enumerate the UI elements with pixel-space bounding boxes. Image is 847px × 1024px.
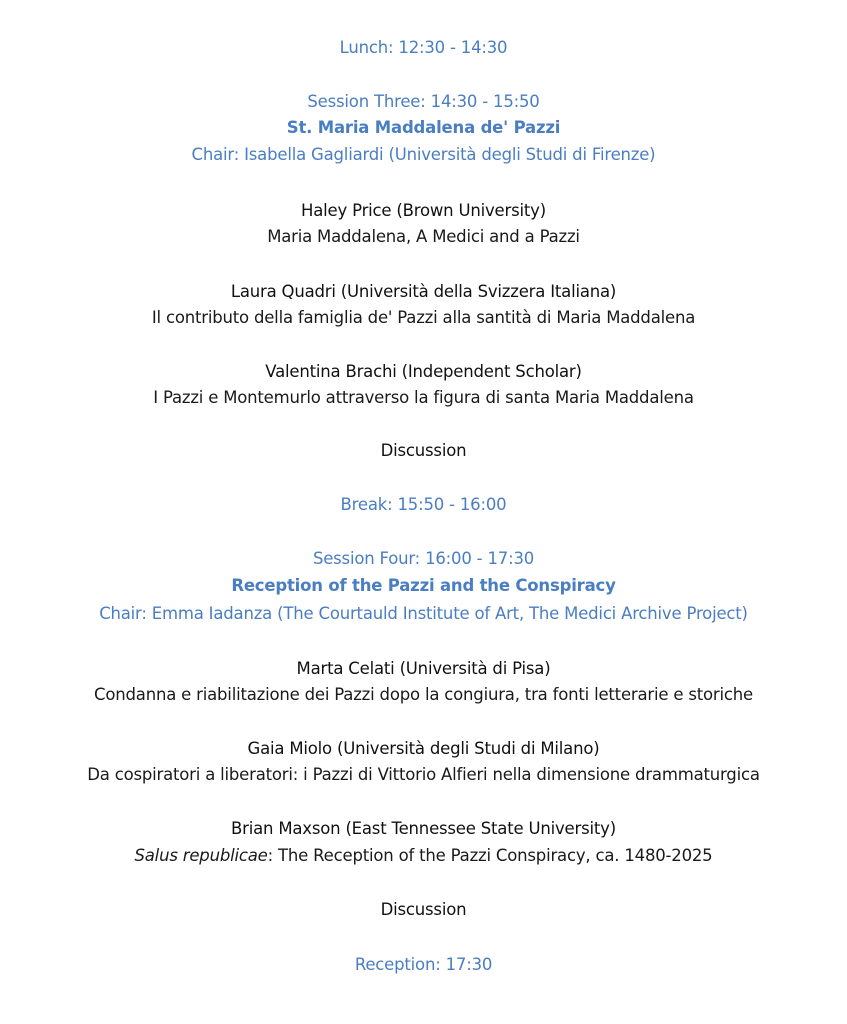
talk-speaker: Valentina Brachi (Independent Scholar) bbox=[265, 362, 582, 381]
talk-speaker: Laura Quadri (Università della Svizzera Italiana) bbox=[230, 282, 617, 301]
break-time: Break: 15:50 - 16:00 bbox=[340, 495, 507, 514]
talk-title-rest: : The Reception of the Pazzi Conspiracy, ca. 1480-2025 bbox=[267, 846, 713, 865]
talk-title-italic: Salus republicae bbox=[134, 846, 268, 865]
talk-speaker: Haley Price (Brown University) bbox=[301, 201, 546, 220]
talk-speaker: Marta Celati (Università di Pisa) bbox=[296, 659, 551, 678]
session-three-discussion: Discussion bbox=[380, 441, 467, 460]
session-three-title: St. Maria Maddalena de' Pazzi bbox=[286, 118, 561, 137]
session-three-chair: Chair: Isabella Gagliardi (Università degli Studi di Firenze) bbox=[191, 145, 656, 164]
talk-title: Da cospiratori a liberatori: i Pazzi di Vittorio Alfieri nella dimensione drammaturgica bbox=[87, 765, 760, 784]
session-four-title: Reception of the Pazzi and the Conspiracy bbox=[231, 576, 616, 595]
reception-time: Reception: 17:30 bbox=[354, 955, 493, 974]
talk-title: I Pazzi e Montemurlo attraverso la figura di santa Maria Maddalena bbox=[153, 388, 694, 407]
talk-title: Maria Maddalena, A Medici and a Pazzi bbox=[267, 227, 580, 246]
talk-title: Condanna e riabilitazione dei Pazzi dopo la congiura, tra fonti letterarie e storiche bbox=[94, 685, 753, 704]
talk-speaker: Brian Maxson (East Tennessee State University) bbox=[231, 819, 616, 838]
talk-title bbox=[0, 843, 847, 869]
lunch-time: Lunch: 12:30 - 14:30 bbox=[339, 38, 508, 57]
talk-title: Il contributo della famiglia de' Pazzi alla santità di Maria Maddalena bbox=[151, 308, 696, 327]
talk-speaker: Gaia Miolo (Università degli Studi di Milano) bbox=[247, 739, 600, 758]
session-four-chair: Chair: Emma Iadanza (The Courtauld Institute of Art, The Medici Archive Project) bbox=[99, 604, 748, 623]
session-four-time: Session Four: 16:00 - 17:30 bbox=[312, 549, 535, 568]
session-four-discussion: Discussion bbox=[380, 900, 467, 919]
session-three-time: Session Three: 14:30 - 15:50 bbox=[307, 92, 540, 111]
